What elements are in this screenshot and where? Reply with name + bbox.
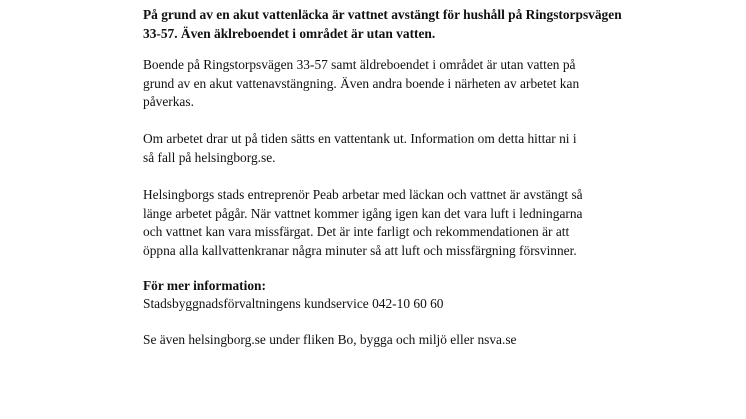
info-heading: För mer information: <box>143 278 266 293</box>
body-paragraph-1: Boende på Ringstorpsvägen 33-57 samt äldreboendet i området är utan vatten på grund av en akut vattenavstängning. Även andra boende i närheten av arbetet kan påverkas. <box>143 57 580 109</box>
contact-info: Stadsbyggnadsförvaltningens kundservice 042-10 60 60 <box>143 296 444 311</box>
body-paragraph-2: Om arbetet drar ut på tiden sätts en vattentank ut. Information om detta hittar ni i så fall på helsingborg.se. <box>143 131 577 165</box>
body-paragraph-3: Helsingborgs stads entreprenör Peab arbetar med läckan och vattnet är avstängt så länge arbetet pågår. När vattnet kommer igång igen kan det vara luft i ledningarna och vattnet kan vara missfärgat. Det är inte farligt och rekommendationen är att öppna alla kallvattenkranar några minuter så att luft och missfärgning försvinner. <box>143 187 583 258</box>
lead-paragraph: På grund av en akut vattenläcka är vattnet avstängt för hushåll på Ringstorpsvägen 33-57. Även äklreboendet i området är utan vatten. <box>143 7 622 41</box>
see-also-line: Se även helsingborg.se under fliken Bo, bygga och miljö eller nsva.se <box>143 332 517 347</box>
